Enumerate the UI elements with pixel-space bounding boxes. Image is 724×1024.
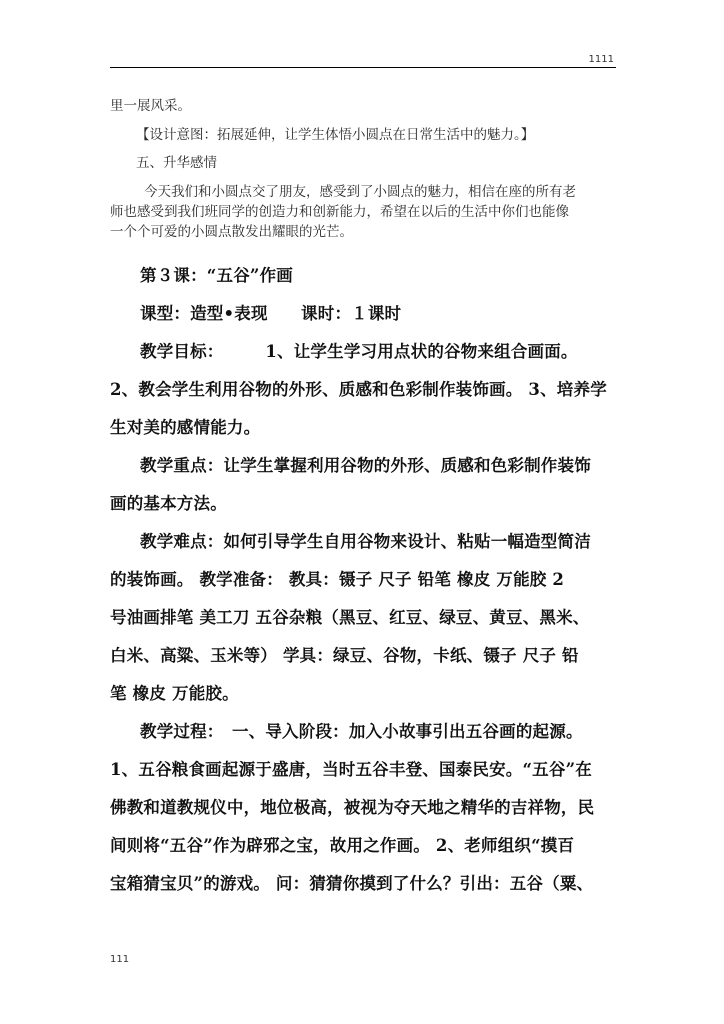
teaching-goals: 教学目标： 1、让学生学习用点状的谷物来组合画面。: [140, 342, 578, 361]
text-line: 号油画排笔 美工刀 五谷杂粮（黑豆、红豆、绿豆、黄豆、黑米、: [110, 608, 590, 627]
text-line: 一个个可爱的小圆点散发出耀眼的光芒。: [110, 224, 353, 240]
text-line: 间则将“五谷”作为辟邪之宝，故用之作画。 2、老师组织“摸百: [110, 836, 575, 855]
text-line: 的装饰画。 教学准备： 教具：镊子 尺子 铅笔 橡皮 万能胶 2: [110, 570, 565, 589]
teaching-process: 教学过程： 一、导入阶段：加入小故事引出五谷画的起源。: [140, 722, 583, 741]
lesson-body: [110, 259, 622, 901]
text-line: 画的基本方法。: [110, 494, 227, 513]
lesson-title: 第３课：“五谷”作画: [140, 266, 293, 285]
text-line: 佛教和道教规仪中，地位极高，被视为夺天地之精华的吉祥物，民: [110, 798, 595, 817]
text-line: 五、升华感情: [136, 155, 217, 171]
text-line: 师也感受到我们班同学的创造力和创新能力，希望在以后的生活中你们也能像: [110, 204, 569, 220]
teaching-focus: 教学重点：让学生掌握利用谷物的外形、质感和色彩制作装饰: [140, 456, 591, 475]
text-line: 笔 橡皮 万能胶。: [110, 684, 239, 703]
text-line: 宝箱猜宝贝”的游戏。 问：猜猜你摸到了什么？引出：五谷（粟、: [110, 874, 594, 893]
text-line: 今天我们和小圆点交了朋友，感受到了小圆点的魅力，相信在座的所有老: [144, 184, 576, 200]
header-page-number: 1111: [588, 54, 614, 65]
text-line: 2、教会学生利用谷物的外形、质感和色彩制作装饰画。 3、培养学: [110, 380, 607, 399]
header-rule: [110, 67, 616, 68]
text-line: 【设计意图：拓展延伸，让学生体悟小圆点在日常生活中的魅力。】: [136, 127, 535, 143]
paragraph-continuation: [110, 96, 620, 116]
design-intent-note: [110, 125, 620, 145]
text-line: 生对美的感情能力。: [110, 418, 261, 437]
footer-page-number: 111: [110, 954, 130, 965]
text-line: 里一展风采。: [110, 98, 191, 114]
section-heading-five: [110, 153, 620, 173]
closing-paragraph: [110, 182, 620, 242]
text-line: 白米、高粱、玉米等） 学具：绿豆、谷物，卡纸、镊子 尺子 铅: [110, 646, 579, 665]
lesson-type: 课型：造型•表现 课时：１课时: [140, 304, 402, 323]
teaching-difficulty: 教学难点：如何引导学生自用谷物来设计、粘贴一幅造型简洁: [140, 532, 591, 551]
text-line: 1、五谷粮食画起源于盛唐，当时五谷丰登、国泰民安。“五谷”在: [110, 760, 592, 779]
